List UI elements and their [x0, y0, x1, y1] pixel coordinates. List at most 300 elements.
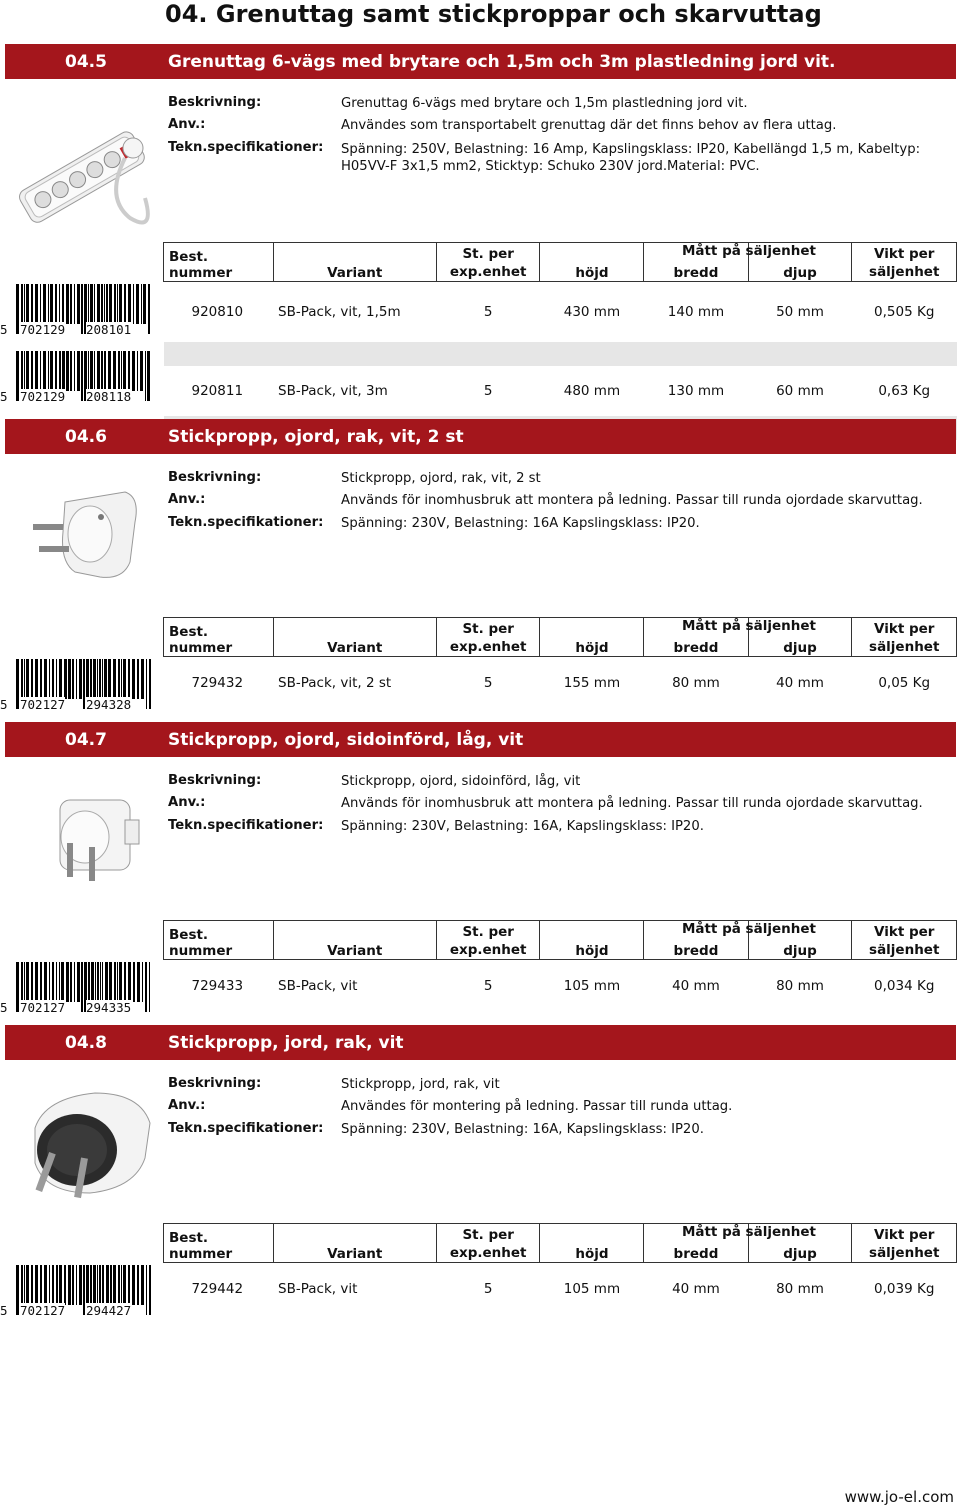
barcode-bar: [100, 962, 101, 1002]
barcode-bar: [83, 1265, 85, 1315]
barcode: 5 702127 294328: [0, 659, 155, 711]
cell-vikt: 0,039 Kg: [874, 1281, 935, 1297]
barcode-bar: [88, 351, 89, 391]
barcode-bar: [76, 1265, 77, 1305]
barcode-bar: [61, 962, 64, 1002]
label-anv: Anv.:: [168, 117, 206, 132]
value-anv: Användes som transportabelt grenuttag där det finns behov av flera uttag.: [341, 118, 837, 133]
cell-djup: 80 mm: [776, 1281, 824, 1297]
barcode-bar: [66, 351, 69, 391]
label-tekn: Tekn.specifikationer:: [168, 818, 324, 833]
barcode-bar: [132, 1265, 135, 1305]
barcode-bar: [26, 659, 29, 699]
barcode-bar: [77, 284, 80, 324]
barcode-bar: [49, 962, 50, 1002]
header-matt: Mått på säljenhet: [681, 618, 816, 634]
label-beskrivning: Beskrivning:: [168, 470, 262, 485]
barcode: 5 702127 294335: [0, 962, 155, 1014]
barcode-bar: [108, 659, 111, 699]
barcode-bar: [118, 351, 120, 391]
value-anv: Användes för montering på ledning. Passar till runda uttag.: [341, 1099, 733, 1114]
barcode-bar: [123, 659, 126, 699]
barcode-bar: [91, 962, 94, 1002]
barcode: 5 702129 208101: [0, 284, 155, 336]
header-hojd: Mått på säljenhet höjd: [540, 1224, 644, 1263]
barcode-bar: [24, 284, 25, 324]
barcode-bar: [40, 351, 41, 391]
barcode-bar: [24, 659, 25, 699]
barcode-bar: [70, 351, 72, 391]
barcode-bar: [90, 351, 93, 391]
barcode-bar: [48, 351, 49, 391]
barcode-bar: [148, 284, 150, 334]
barcode-bar: [40, 284, 41, 324]
label-anv: Anv.:: [168, 492, 206, 507]
barcode-bar: [149, 1265, 151, 1315]
header-matt: Mått på säljenhet: [681, 921, 816, 937]
barcode-bar: [24, 1265, 25, 1305]
value-beskrivning: Stickpropp, jord, rak, vit: [341, 1077, 500, 1092]
spec-table-04-5: [163, 242, 957, 440]
page-title: 04. Grenuttag samt stickproppar och skarvuttag: [165, 0, 822, 28]
barcode-bar: [97, 1265, 98, 1305]
barcode-bar: [81, 351, 83, 401]
barcode-bar: [149, 659, 151, 709]
header-djup: djup: [748, 243, 852, 282]
barcode-bar: [124, 962, 126, 1002]
barcode-bar: [62, 284, 64, 324]
barcode-bar: [97, 659, 98, 699]
barcode-bar: [145, 962, 147, 1012]
barcode-bar: [132, 659, 135, 699]
cell-variant: SB-Pack, vit, 3m: [278, 383, 388, 399]
barcode-bar: [59, 351, 61, 391]
barcode-bar: [62, 351, 65, 391]
barcode-bar: [43, 351, 46, 391]
barcode-bar: [113, 351, 116, 391]
barcode-bar: [114, 284, 116, 324]
barcode-bar: [50, 284, 53, 324]
barcode-bar: [118, 659, 120, 699]
product-image-plug-2pin: [5, 462, 160, 612]
barcode-bar: [99, 659, 101, 699]
section-header-04-5: [5, 44, 956, 79]
header-hojd: Mått på säljenhet höjd: [540, 618, 644, 657]
label-beskrivning: Beskrivning:: [168, 773, 262, 788]
barcode-bar: [95, 962, 96, 1002]
value-tekn: Spänning: 250V, Belastning: 16 Amp, Kapslingsklass: IP20, Kabellängd 1,5 m, Kabeltyp: H05VV-F 3x1,5 mm2, Sticktyp: Schuko 230V jord.Material: PVC.: [341, 142, 921, 174]
section-title: Stickpropp, ojord, rak, vit, 2 st: [168, 427, 464, 447]
barcode-bar: [97, 962, 99, 1002]
barcode-bar: [106, 1265, 109, 1305]
barcode-bar: [102, 1265, 104, 1305]
cell-djup: 80 mm: [776, 978, 824, 994]
barcode-bar: [79, 1265, 82, 1305]
product-image-plug-side: [5, 765, 160, 915]
label-tekn: Tekn.specifikationer:: [168, 1121, 324, 1136]
header-hojd: Mått på säljenhet höjd: [540, 243, 644, 282]
barcode-bar: [136, 284, 139, 324]
barcode-bar: [118, 1265, 120, 1305]
barcode-bar: [141, 659, 144, 699]
spec-table-04-6: [163, 617, 957, 709]
barcode-bar: [113, 659, 116, 699]
barcode-bar: [26, 284, 29, 324]
header-best-nummer: Best. nummer: [164, 1224, 274, 1263]
value-beskrivning: Stickpropp, ojord, rak, vit, 2 st: [341, 471, 541, 486]
barcode-bar: [44, 659, 47, 699]
product-image-power-strip: [5, 88, 160, 238]
cell-nummer: 729433: [191, 978, 244, 994]
cell-djup: 50 mm: [776, 304, 824, 320]
section-header-04-6: [5, 419, 956, 454]
header-matt: Mått på säljenhet: [681, 243, 816, 259]
barcode-bar: [81, 284, 83, 334]
barcode-bar: [35, 284, 38, 324]
barcode-bar: [141, 284, 142, 324]
footer-url: www.jo-el.com: [844, 1488, 954, 1506]
barcode-bar: [48, 284, 49, 324]
barcode: 5 702127 294427: [0, 1265, 155, 1317]
header-st-per: St. per exp.enhet: [436, 921, 540, 960]
barcode-bar: [114, 962, 116, 1002]
barcode-bar: [97, 351, 100, 391]
barcode-bar: [145, 351, 146, 401]
barcode-bar: [56, 1265, 58, 1305]
barcode-bar: [74, 351, 75, 391]
cell-variant: SB-Pack, vit: [278, 978, 358, 994]
cell-variant: SB-Pack, vit, 1,5m: [278, 304, 401, 320]
barcode-bar: [88, 962, 90, 1002]
table-row: [164, 366, 957, 416]
header-variant: Variant: [273, 921, 436, 960]
barcode-bar: [59, 962, 60, 1002]
header-djup: djup: [748, 1224, 852, 1263]
barcode-bar: [64, 1265, 66, 1305]
barcode-bar: [128, 1265, 130, 1305]
header-best-nummer: Best. nummer: [164, 921, 274, 960]
barcode-bar: [94, 351, 95, 391]
barcode-bar: [88, 284, 89, 324]
header-bredd: bredd: [644, 921, 748, 960]
barcode-bar: [72, 1265, 74, 1305]
barcode-bar: [21, 351, 23, 391]
barcode-bar: [128, 351, 130, 391]
barcode-bar: [106, 284, 108, 324]
barcode-bar: [121, 351, 122, 391]
barcode-bar: [119, 962, 122, 1002]
barcode-bar: [77, 962, 80, 1002]
barcode-bar: [35, 659, 38, 699]
barcode-bar: [59, 284, 60, 324]
value-tekn: Spänning: 230V, Belastning: 16A, Kapslingsklass: IP20.: [341, 819, 704, 834]
header-hojd: Mått på säljenhet höjd: [540, 921, 644, 960]
cell-nummer: 729442: [191, 1281, 244, 1297]
cell-vikt: 0,034 Kg: [874, 978, 935, 994]
barcode-bar: [90, 284, 93, 324]
header-vikt: Vikt per säljenhet: [852, 921, 957, 960]
barcode-bar: [24, 962, 25, 1002]
barcode-bar: [59, 659, 62, 699]
barcode-bar: [16, 284, 19, 334]
barcode-bar: [77, 351, 80, 391]
section-title: Grenuttag 6-vägs med brytare och 1,5m och 3m plastledning jord vit.: [168, 52, 836, 72]
label-tekn: Tekn.specifikationer:: [168, 140, 324, 155]
table-row-spacer: [164, 342, 957, 366]
barcode-bar: [128, 659, 130, 699]
section-title: Stickpropp, ojord, sidoinförd, låg, vit: [168, 730, 524, 750]
barcode-bar: [68, 1265, 71, 1305]
cell-hojd: 105 mm: [563, 1281, 621, 1297]
header-st-per: St. per exp.enhet: [436, 1224, 540, 1263]
cell-bredd: 80 mm: [672, 675, 720, 691]
header-djup: djup: [748, 921, 852, 960]
barcode-bar: [108, 351, 111, 391]
barcode-bar: [40, 962, 42, 1002]
cell-vikt: 0,505 Kg: [874, 304, 935, 320]
label-anv: Anv.:: [168, 795, 206, 810]
barcode-bar: [31, 351, 33, 391]
barcode-bar: [79, 659, 82, 699]
barcode-bar: [31, 284, 33, 324]
cell-djup: 60 mm: [776, 383, 824, 399]
table-row: [164, 1263, 957, 1316]
barcode: 5 702129 208118: [0, 351, 155, 403]
barcode-bar: [16, 1265, 19, 1315]
barcode-bar: [133, 962, 135, 1002]
barcode-bar: [21, 962, 23, 1002]
barcode-bar: [128, 284, 131, 324]
header-st-per: St. per exp.enhet: [436, 618, 540, 657]
cell-nummer: 920811: [191, 383, 244, 399]
table-row: [164, 657, 957, 710]
section-number: 04.8: [65, 1033, 107, 1053]
barcode-bar: [137, 659, 139, 699]
barcode-bar: [56, 962, 57, 1002]
barcode-bar: [105, 962, 108, 1002]
cell-st: 5: [483, 675, 493, 691]
barcode-bar: [101, 351, 103, 391]
barcode-bar: [94, 284, 95, 324]
barcode-bar: [56, 659, 57, 699]
barcode-bar: [31, 1265, 33, 1305]
value-anv: Används för inomhusbruk att montera på ledning. Passar till runda ojordade skarvuttag.: [341, 493, 923, 508]
cell-st: 5: [483, 978, 493, 994]
barcode-bar: [137, 962, 140, 1002]
barcode-bar: [49, 659, 50, 699]
barcode-bar: [16, 962, 19, 1012]
barcode-bar: [86, 659, 89, 699]
barcode-bar: [119, 284, 122, 324]
barcode-bar: [49, 1265, 50, 1305]
barcode-bar: [86, 1265, 89, 1305]
barcode-bar: [124, 284, 126, 324]
header-djup: djup: [748, 618, 852, 657]
barcode-bar: [117, 962, 118, 1002]
value-tekn: Spänning: 230V, Belastning: 16A, Kapslingsklass: IP20.: [341, 1122, 704, 1137]
barcode-bar: [31, 659, 33, 699]
barcode-bar: [76, 659, 77, 699]
barcode-bar: [68, 659, 71, 699]
barcode-bar: [146, 1265, 147, 1315]
barcode-bar: [97, 284, 100, 324]
header-variant: Variant: [273, 243, 436, 282]
cell-vikt: 0,05 Kg: [878, 675, 931, 691]
section-number: 04.7: [65, 730, 107, 750]
header-vikt: Vikt per säljenhet: [852, 618, 957, 657]
barcode-bar: [149, 962, 150, 1012]
header-best-nummer: Best. nummer: [164, 618, 274, 657]
barcode-bar: [141, 1265, 144, 1305]
header-bredd: bredd: [644, 243, 748, 282]
barcode-bar: [44, 962, 47, 1002]
spec-table-04-7: [163, 920, 957, 1012]
cell-hojd: 430 mm: [563, 304, 621, 320]
barcode-bar: [109, 962, 112, 1002]
barcode-bar: [102, 659, 103, 699]
barcode-bar: [140, 351, 143, 391]
cell-bredd: 140 mm: [667, 304, 725, 320]
barcode-bar: [137, 351, 138, 391]
barcode-bar: [35, 1265, 38, 1305]
cell-nummer: 920810: [191, 304, 244, 320]
barcode-bar: [59, 1265, 62, 1305]
cell-st: 5: [483, 383, 493, 399]
barcode-bar: [64, 659, 67, 699]
header-bredd: bredd: [644, 618, 748, 657]
barcode-bar: [146, 659, 147, 709]
cell-bredd: 40 mm: [672, 1281, 720, 1297]
cell-variant: SB-Pack, vit, 2 st: [278, 675, 392, 691]
barcode-bar: [132, 351, 135, 391]
section-number: 04.6: [65, 427, 107, 447]
barcode-bar: [40, 1265, 42, 1305]
barcode-bar: [74, 284, 75, 324]
barcode-bar: [90, 659, 92, 699]
header-st-per: St. per exp.enhet: [436, 243, 540, 282]
barcode-bar: [26, 962, 29, 1002]
barcode-bar: [16, 351, 19, 401]
barcode-bar: [21, 284, 23, 324]
barcode-bar: [123, 1265, 126, 1305]
cell-st: 5: [483, 304, 493, 320]
label-beskrivning: Beskrivning:: [168, 95, 262, 110]
barcode-bar: [21, 1265, 23, 1305]
barcode-bar: [104, 284, 105, 324]
barcode-bar: [102, 962, 103, 1002]
barcode-bar: [35, 962, 38, 1002]
label-anv: Anv.:: [168, 1098, 206, 1113]
barcode-bar: [109, 284, 112, 324]
barcode-bar: [117, 284, 118, 324]
cell-djup: 40 mm: [776, 675, 824, 691]
barcode-bar: [104, 659, 107, 699]
table-row: [164, 960, 957, 1013]
barcode-bar: [40, 659, 42, 699]
barcode-bar: [52, 1265, 54, 1305]
header-vikt: Vikt per säljenhet: [852, 1224, 957, 1263]
barcode-bar: [83, 659, 85, 709]
barcode-bar: [137, 1265, 139, 1305]
label-beskrivning: Beskrivning:: [168, 1076, 262, 1091]
barcode-bar: [26, 1265, 29, 1305]
barcode-bar: [70, 284, 72, 324]
barcode-bar: [121, 1265, 122, 1305]
header-variant: Variant: [273, 1224, 436, 1263]
barcode-bar: [142, 962, 143, 1002]
cell-nummer: 729432: [191, 675, 244, 691]
barcode-bar: [55, 351, 57, 391]
value-anv: Används för inomhusbruk att montera på ledning. Passar till runda ojordade skarvuttag.: [341, 796, 923, 811]
value-tekn: Spänning: 230V, Belastning: 16A Kapslingsklass: IP20.: [341, 516, 700, 531]
barcode-bar: [66, 962, 69, 1002]
barcode-bar: [72, 659, 74, 699]
header-vikt: Vikt per säljenhet: [852, 243, 957, 282]
spec-table-04-8: [163, 1223, 957, 1315]
barcode-bar: [143, 284, 146, 324]
barcode-bar: [24, 351, 25, 391]
table-row: [164, 282, 957, 343]
barcode-bar: [70, 962, 72, 1002]
value-beskrivning: Stickpropp, ojord, sidoinförd, låg, vit: [341, 774, 581, 789]
header-matt: Mått på säljenhet: [681, 1224, 816, 1240]
barcode-bar: [121, 659, 122, 699]
section-header-04-7: [5, 722, 956, 757]
label-tekn: Tekn.specifikationer:: [168, 515, 324, 530]
barcode-bar: [66, 284, 69, 324]
section-title: Stickpropp, jord, rak, vit: [168, 1033, 404, 1053]
barcode-bar: [43, 284, 46, 324]
barcode-bar: [93, 659, 96, 699]
cell-bredd: 130 mm: [667, 383, 725, 399]
cell-variant: SB-Pack, vit: [278, 1281, 358, 1297]
barcode-bar: [110, 1265, 112, 1305]
barcode-bar: [101, 284, 103, 324]
header-variant: Variant: [273, 618, 436, 657]
barcode-bar: [35, 351, 38, 391]
barcode-bar: [81, 962, 83, 1012]
header-bredd: bredd: [644, 1224, 748, 1263]
section-header-04-8: [5, 1025, 956, 1060]
barcode-bar: [31, 962, 33, 1002]
section-number: 04.5: [65, 52, 107, 72]
barcode-bar: [44, 1265, 47, 1305]
barcode-bar: [90, 1265, 92, 1305]
cell-hojd: 480 mm: [563, 383, 621, 399]
barcode-bar: [123, 351, 126, 391]
value-beskrivning: Grenuttag 6-vägs med brytare och 1,5m plastledning jord vit.: [341, 96, 748, 111]
cell-hojd: 105 mm: [563, 978, 621, 994]
barcode-bar: [21, 659, 23, 699]
barcode-bar: [52, 962, 54, 1002]
barcode-bar: [104, 351, 106, 391]
barcode-bar: [133, 284, 134, 324]
cell-vikt: 0,63 Kg: [878, 383, 931, 399]
barcode-bar: [99, 1265, 101, 1305]
product-image-plug-grounded: [5, 1068, 160, 1218]
barcode-bar: [113, 1265, 116, 1305]
barcode-bar: [55, 284, 57, 324]
barcode-bar: [50, 351, 53, 391]
barcode-bar: [52, 659, 54, 699]
barcode-bar: [74, 962, 75, 1002]
barcode-bar: [26, 351, 29, 391]
barcode-bar: [128, 962, 131, 1002]
cell-bredd: 40 mm: [672, 978, 720, 994]
barcode-bar: [147, 351, 150, 401]
cell-hojd: 155 mm: [563, 675, 621, 691]
header-best-nummer: Best. nummer: [164, 243, 274, 282]
